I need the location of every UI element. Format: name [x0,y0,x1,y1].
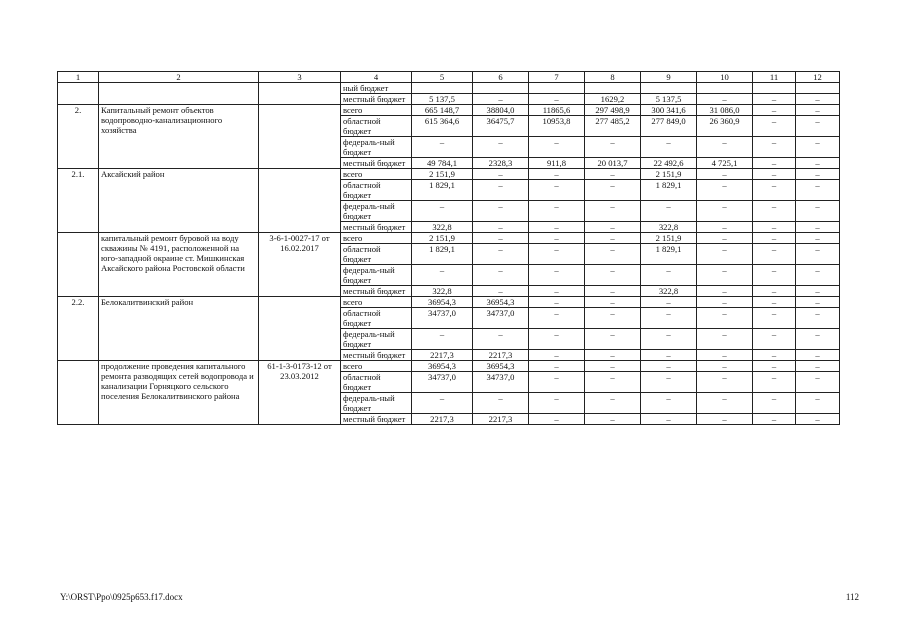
column-number: 9 [641,72,697,83]
value-cell: 277 849,0 [641,116,697,137]
value-cell: – [585,350,641,361]
funding-source-cell: федераль-ный бюджет [341,137,412,158]
page-number: 112 [845,592,859,602]
value-cell: 5 137,5 [412,94,473,105]
value-cell: – [697,233,753,244]
table-row [58,233,840,244]
value-cell: 26 360,9 [697,116,753,137]
value-cell: – [473,180,529,201]
value-cell: – [697,137,753,158]
value-cell: – [753,201,796,222]
value-cell: – [641,350,697,361]
item-name-cell: продолжение проведения капитального ремонта разводящих сетей водопровода и канализации Горняцкого сельского поселения Белокалитвинского района [99,361,259,425]
value-cell: – [473,286,529,297]
value-cell: – [529,414,585,425]
column-number: 10 [697,72,753,83]
column-number: 4 [341,72,412,83]
value-cell: – [529,233,585,244]
item-number-cell [58,361,99,425]
value-cell: 300 341,6 [641,105,697,116]
value-cell: 34737,0 [412,372,473,393]
value-cell: – [753,372,796,393]
value-cell: – [529,372,585,393]
value-cell: 2 151,9 [641,233,697,244]
value-cell: – [529,361,585,372]
value-cell: 615 364,6 [412,116,473,137]
value-cell: – [796,297,840,308]
funding-source-cell: областной бюджет [341,180,412,201]
value-cell: – [697,201,753,222]
value-cell: – [697,361,753,372]
value-cell: 2217,3 [412,414,473,425]
item-number-cell [58,83,99,105]
funding-source-cell: федераль-ный бюджет [341,201,412,222]
value-cell: – [796,105,840,116]
value-cell: – [796,414,840,425]
value-cell: – [697,308,753,329]
value-cell [641,83,697,94]
value-cell: 4 725,1 [697,158,753,169]
funding-source-cell: ный бюджет [341,83,412,94]
value-cell: – [641,393,697,414]
funding-source-cell: местный бюджет [341,286,412,297]
value-cell: – [697,180,753,201]
value-cell: – [753,297,796,308]
item-number-cell [58,233,99,297]
value-cell: – [697,329,753,350]
value-cell: 2 151,9 [641,169,697,180]
budget-table [57,71,840,425]
value-cell: 665 148,7 [412,105,473,116]
value-cell: 22 492,6 [641,158,697,169]
value-cell [412,83,473,94]
funding-source-cell: федераль-ный бюджет [341,329,412,350]
value-cell: – [753,169,796,180]
funding-source-cell: областной бюджет [341,372,412,393]
value-cell: – [753,158,796,169]
value-cell: 1 829,1 [412,180,473,201]
value-cell: – [641,137,697,158]
value-cell: – [585,393,641,414]
value-cell: – [697,244,753,265]
value-cell: 36954,3 [473,297,529,308]
value-cell: – [796,158,840,169]
document-cell [259,169,341,233]
value-cell: 2217,3 [473,350,529,361]
column-number: 5 [412,72,473,83]
value-cell: 2 151,9 [412,233,473,244]
value-cell: – [796,244,840,265]
value-cell: 34737,0 [412,308,473,329]
funding-source-cell: всего [341,297,412,308]
value-cell: 49 784,1 [412,158,473,169]
value-cell: 36954,3 [473,361,529,372]
value-cell: – [412,393,473,414]
value-cell: – [641,361,697,372]
column-number: 1 [58,72,99,83]
table-row [58,297,840,308]
value-cell: – [585,244,641,265]
value-cell: – [412,265,473,286]
value-cell: – [796,169,840,180]
funding-source-cell: местный бюджет [341,350,412,361]
value-cell: 1 829,1 [641,244,697,265]
funding-source-cell: областной бюджет [341,116,412,137]
value-cell: – [641,201,697,222]
funding-source-cell: областной бюджет [341,244,412,265]
value-cell: – [473,94,529,105]
value-cell: 297 498,9 [585,105,641,116]
funding-source-cell: федераль-ный бюджет [341,393,412,414]
value-cell: – [529,180,585,201]
value-cell: – [753,137,796,158]
value-cell: – [529,94,585,105]
value-cell: – [796,308,840,329]
document-cell [259,105,341,169]
value-cell: – [753,350,796,361]
value-cell: – [697,222,753,233]
column-number: 3 [259,72,341,83]
value-cell: 38804,0 [473,105,529,116]
funding-source-cell: федераль-ный бюджет [341,265,412,286]
value-cell: 36475,7 [473,116,529,137]
value-cell: – [753,393,796,414]
value-cell [529,83,585,94]
value-cell: – [473,393,529,414]
table-row [58,105,840,116]
value-cell: – [753,329,796,350]
value-cell: 31 086,0 [697,105,753,116]
value-cell: – [585,308,641,329]
value-cell: – [796,201,840,222]
value-cell: – [753,308,796,329]
value-cell: – [796,286,840,297]
value-cell: 2217,3 [473,414,529,425]
value-cell: – [753,94,796,105]
value-cell: – [753,222,796,233]
value-cell: – [697,414,753,425]
value-cell: – [796,372,840,393]
value-cell: 2 151,9 [412,169,473,180]
item-name-cell: Капитальный ремонт объектов водопроводно-канализационного хозяйства [99,105,259,169]
value-cell: – [585,180,641,201]
value-cell: 322,8 [641,286,697,297]
value-cell: – [529,393,585,414]
value-cell: 34737,0 [473,308,529,329]
document-cell [259,297,341,361]
value-cell: – [796,137,840,158]
value-cell: – [585,361,641,372]
value-cell: – [585,137,641,158]
value-cell: – [412,329,473,350]
value-cell: – [697,393,753,414]
value-cell [473,83,529,94]
value-cell [753,83,796,94]
file-path: Y:\ORST\Ppo\0925p653.f17.docx [60,592,183,602]
value-cell: – [796,361,840,372]
value-cell: – [796,222,840,233]
value-cell: – [697,265,753,286]
value-cell: 11865,6 [529,105,585,116]
document-cell [259,83,341,105]
item-name-cell [99,83,259,105]
value-cell: – [529,329,585,350]
value-cell: – [529,265,585,286]
value-cell: – [473,233,529,244]
value-cell: – [796,329,840,350]
value-cell: – [473,201,529,222]
funding-source-cell: всего [341,169,412,180]
value-cell: – [753,361,796,372]
value-cell: – [796,265,840,286]
value-cell: – [529,137,585,158]
table-row [58,83,840,94]
value-cell: – [753,265,796,286]
value-cell: – [697,372,753,393]
table-row [58,361,840,372]
value-cell [697,83,753,94]
value-cell: – [697,297,753,308]
column-number: 6 [473,72,529,83]
value-cell: 911,8 [529,158,585,169]
value-cell: – [585,297,641,308]
value-cell: – [753,414,796,425]
value-cell: – [641,372,697,393]
value-cell: 34737,0 [473,372,529,393]
table-row [58,169,840,180]
value-cell: – [529,308,585,329]
value-cell: 2217,3 [412,350,473,361]
value-cell: – [585,372,641,393]
document-cell: 61-1-3-0173-12 от 23.03.2012 [259,361,341,425]
value-cell: 322,8 [412,286,473,297]
value-cell: – [529,201,585,222]
value-cell: – [585,222,641,233]
value-cell: 1 829,1 [641,180,697,201]
value-cell: – [697,286,753,297]
value-cell: – [753,244,796,265]
funding-source-cell: всего [341,233,412,244]
funding-source-cell: местный бюджет [341,94,412,105]
funding-source-cell: областной бюджет [341,308,412,329]
value-cell: – [697,169,753,180]
document-cell: 3-6-1-0027-17 от 16.02.2017 [259,233,341,297]
value-cell: – [529,169,585,180]
value-cell: – [753,286,796,297]
value-cell: – [585,169,641,180]
value-cell: – [796,116,840,137]
value-cell: – [753,116,796,137]
value-cell: 277 485,2 [585,116,641,137]
value-cell: – [585,414,641,425]
value-cell: – [697,94,753,105]
item-number-cell: 2.1. [58,169,99,233]
funding-source-cell: всего [341,105,412,116]
funding-source-cell: всего [341,361,412,372]
value-cell: – [585,286,641,297]
column-number: 2 [99,72,259,83]
column-number: 11 [753,72,796,83]
value-cell: – [473,244,529,265]
funding-source-cell: местный бюджет [341,414,412,425]
column-number: 12 [796,72,840,83]
value-cell: – [473,169,529,180]
value-cell: 10953,8 [529,116,585,137]
value-cell: – [697,350,753,361]
value-cell: – [641,308,697,329]
value-cell: – [753,105,796,116]
value-cell: – [529,350,585,361]
funding-source-cell: местный бюджет [341,158,412,169]
value-cell: – [412,137,473,158]
value-cell: 2328,3 [473,158,529,169]
column-number: 7 [529,72,585,83]
value-cell: – [641,414,697,425]
value-cell: – [796,94,840,105]
value-cell: 36954,3 [412,361,473,372]
value-cell: – [641,297,697,308]
value-cell: 1629,2 [585,94,641,105]
value-cell: – [641,265,697,286]
funding-source-cell: местный бюджет [341,222,412,233]
column-number: 8 [585,72,641,83]
header-row [58,72,840,83]
value-cell: – [529,297,585,308]
item-name-cell: капитальный ремонт буровой на воду скважины № 4191, расположенной на юго-западной окраине ст. Мишкинская Аксайского района Ростовской области [99,233,259,297]
value-cell: – [585,329,641,350]
value-cell: – [753,180,796,201]
value-cell: – [412,201,473,222]
item-name-cell: Аксайский район [99,169,259,233]
value-cell: – [529,222,585,233]
value-cell: – [473,329,529,350]
value-cell: 1 829,1 [412,244,473,265]
value-cell: – [473,265,529,286]
value-cell: – [796,350,840,361]
item-number-cell: 2. [58,105,99,169]
value-cell: 322,8 [412,222,473,233]
value-cell: – [473,222,529,233]
value-cell: – [529,286,585,297]
value-cell: – [796,180,840,201]
value-cell: 5 137,5 [641,94,697,105]
value-cell [796,83,840,94]
value-cell: – [585,265,641,286]
value-cell: – [753,233,796,244]
value-cell: 36954,3 [412,297,473,308]
value-cell: 20 013,7 [585,158,641,169]
value-cell: – [641,329,697,350]
item-name-cell: Белокалитвинский район [99,297,259,361]
value-cell: – [585,233,641,244]
item-number-cell: 2.2. [58,297,99,361]
value-cell: – [796,233,840,244]
value-cell [585,83,641,94]
value-cell: – [473,137,529,158]
value-cell: – [585,201,641,222]
value-cell: – [529,244,585,265]
value-cell: 322,8 [641,222,697,233]
value-cell: – [796,393,840,414]
